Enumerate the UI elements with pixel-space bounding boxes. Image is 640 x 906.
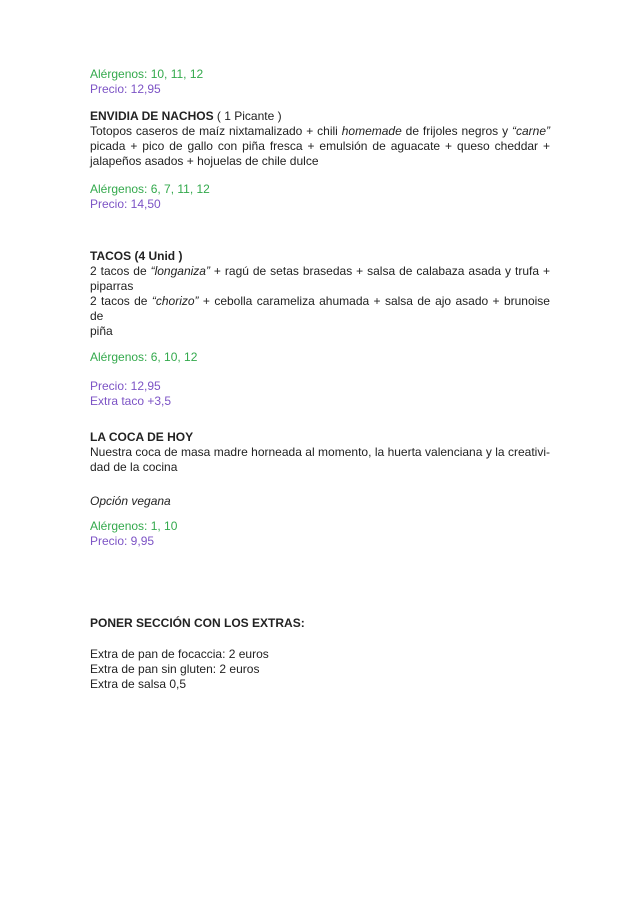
- price-line: Precio: 9,95: [90, 534, 155, 548]
- coca-vegan-option: [90, 494, 550, 509]
- item-description-line: [90, 264, 550, 279]
- description-text: 2 tacos de: [90, 264, 151, 278]
- item-title-text: ENVIDIA DE NACHOS: [90, 109, 214, 123]
- tacos-price: [90, 379, 550, 409]
- price-line: Precio: 12,95: [90, 379, 161, 393]
- item-title: [90, 109, 550, 124]
- description-text: 2 tacos de: [90, 294, 152, 308]
- item-description-line: Nuestra coca de masa madre horneada al momento, la huerta valenciana y la creativi-: [90, 445, 550, 459]
- extra-taco-line: Extra taco +3,5: [90, 394, 172, 408]
- section-title: PONER SECCIÓN CON LOS EXTRAS:: [90, 616, 305, 630]
- description-italic-text: homemade: [341, 124, 402, 138]
- allergens-line: Alérgenos: 6, 7, 11, 12: [90, 182, 210, 196]
- description-text: Totopos caseros de maíz nixtamalizado + chili: [90, 124, 342, 138]
- item-title: TACOS (4 Unid ): [90, 249, 183, 263]
- menu-item-envidia-de-nachos: [90, 109, 550, 169]
- item-title: LA COCA DE HOY: [90, 430, 194, 444]
- tacos-allergens: [90, 350, 550, 365]
- vegan-option-text: Opción vegana: [90, 494, 171, 508]
- description-text: + cebolla carameliza ahumada + salsa de ajo asado + brunoise de: [90, 294, 550, 323]
- item-description-line: piparras: [90, 279, 134, 293]
- allergens-line: Alérgenos: 1, 10: [90, 519, 178, 533]
- menu-item-la-coca-de-hoy: [90, 430, 550, 475]
- extras-list: [90, 647, 550, 692]
- coca-item-meta: [90, 519, 550, 549]
- price-line: Precio: 12,95: [90, 82, 161, 96]
- extra-item-line: Extra de salsa 0,5: [90, 677, 187, 691]
- nachos-item-meta: [90, 182, 550, 212]
- description-italic-text: “longaniza”: [150, 264, 210, 278]
- menu-item-tacos: [90, 249, 550, 339]
- allergens-line: Alérgenos: 6, 10, 12: [90, 350, 198, 364]
- description-text: de frijoles negros y: [401, 124, 512, 138]
- item-description-line: piña: [90, 324, 113, 338]
- description-text: + ragú de setas brasedas + salsa de calabaza asada y trufa +: [209, 264, 550, 278]
- description-italic-text: “chorizo”: [151, 294, 199, 308]
- item-title-note: ( 1 Picante ): [213, 109, 282, 123]
- extra-item-line: Extra de pan de focaccia: 2 euros: [90, 647, 269, 661]
- allergens-line: Alérgenos: 10, 11, 12: [90, 67, 204, 81]
- price-line: Precio: 14,50: [90, 197, 161, 211]
- vegan-option-line: [90, 494, 550, 509]
- extra-item-line: Extra de pan sin gluten: 2 euros: [90, 662, 260, 676]
- extras-section-heading: [90, 616, 550, 631]
- item-description-line: picada + pico de gallo con piña fresca + emulsión de aguacate + queso cheddar +: [90, 139, 550, 153]
- description-italic-text: “carne”: [511, 124, 550, 138]
- item-description-line: jalapeños asados + hojuelas de chile dulce: [90, 154, 319, 168]
- item-description-line: [90, 294, 550, 324]
- item-description-line: dad de la cocina: [90, 460, 178, 474]
- intro-item-meta: [90, 67, 550, 97]
- item-description-line: [90, 124, 550, 139]
